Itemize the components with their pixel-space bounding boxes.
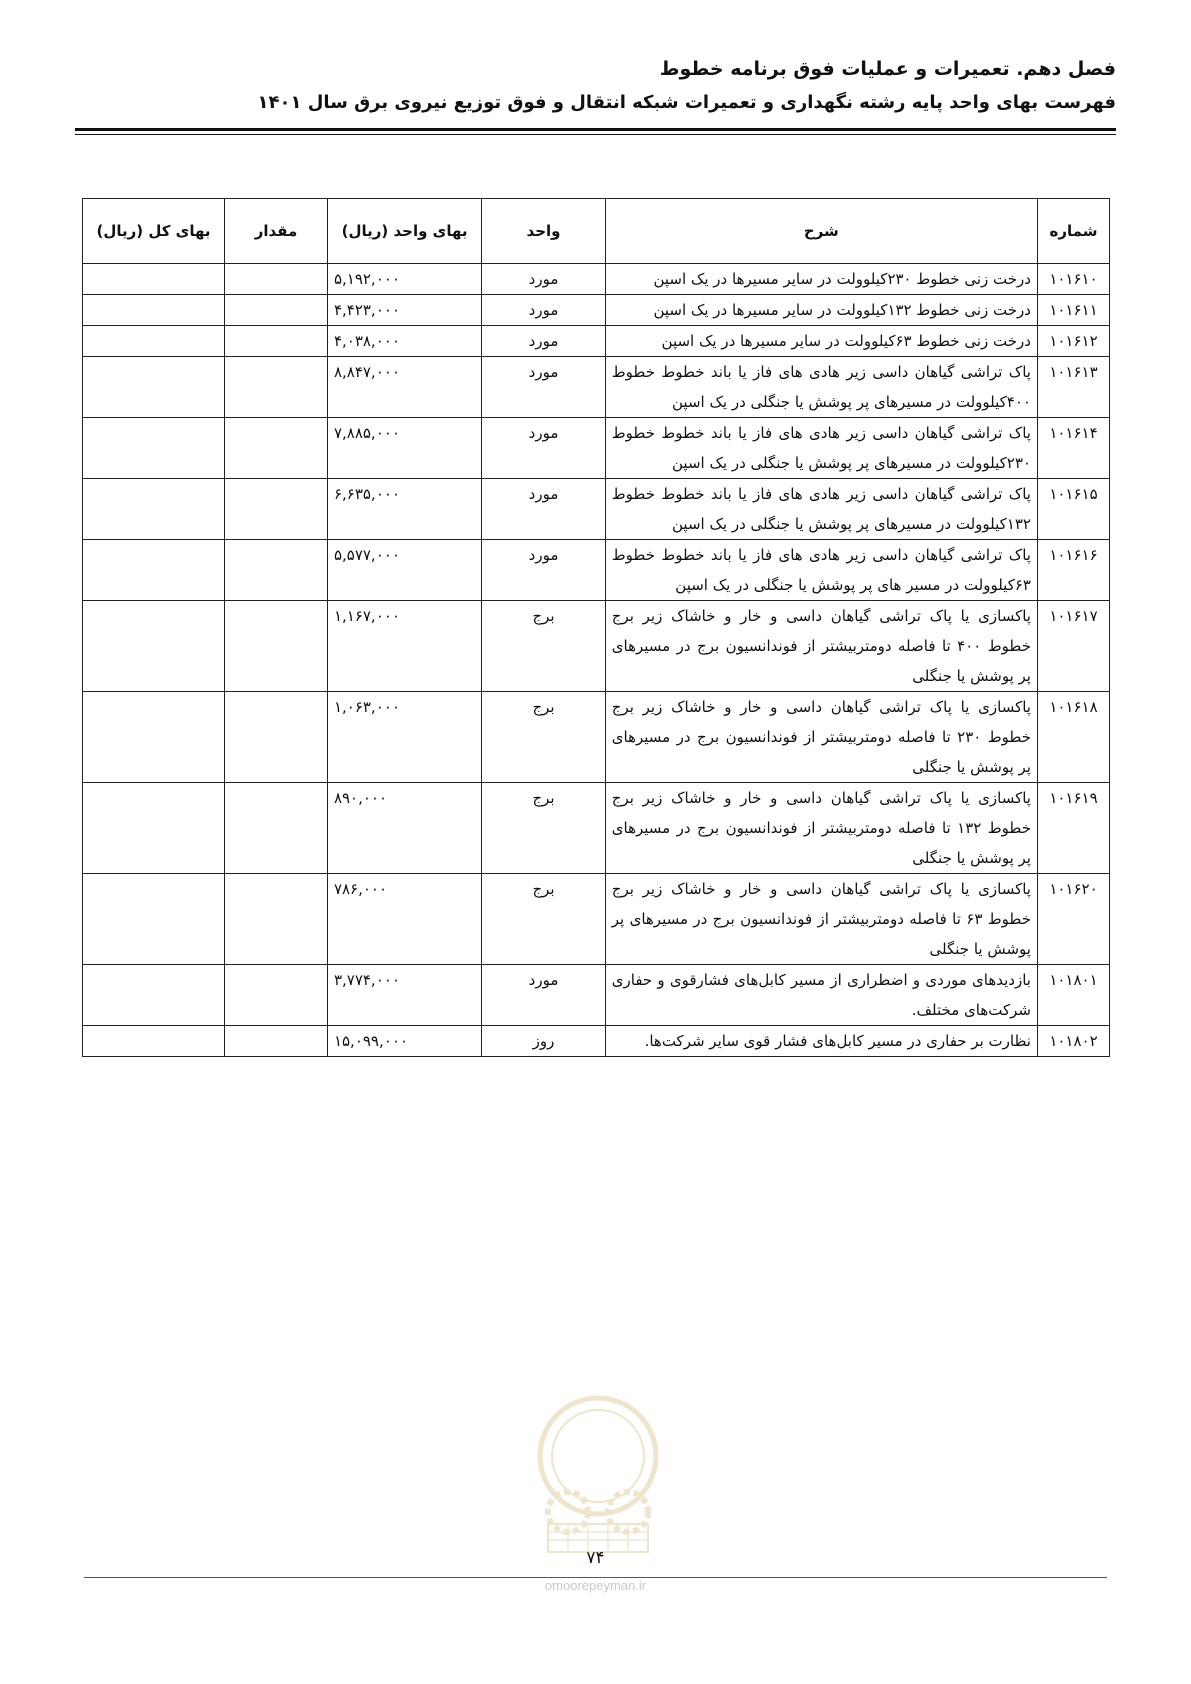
table-row: [83, 479, 1110, 540]
cell-unit-price: ۱,۱۶۷,۰۰۰: [327, 601, 481, 692]
cell-total-price: [83, 418, 225, 479]
cell-unit-price: ۳,۷۷۴,۰۰۰: [327, 965, 481, 1026]
cell-code: ۱۰۱۶۱۲: [1037, 326, 1109, 357]
watermark-logo-icon: [508, 1394, 688, 1554]
col-header-unit-price: بهای واحد (ریال): [327, 199, 481, 264]
col-header-description: شرح: [605, 199, 1037, 264]
cell-description: درخت زنی خطوط ۲۳۰کیلوولت در سایر مسیرها در یک اسپن: [605, 264, 1037, 295]
cell-total-price: [83, 357, 225, 418]
cell-quantity: [225, 295, 328, 326]
cell-unit-price: ۷,۸۸۵,۰۰۰: [327, 418, 481, 479]
cell-total-price: [83, 326, 225, 357]
col-header-quantity: مقدار: [225, 199, 328, 264]
cell-code: ۱۰۱۶۱۱: [1037, 295, 1109, 326]
cell-total-price: [83, 874, 225, 965]
cell-unit: برج: [482, 692, 605, 783]
table-row: [83, 418, 1110, 479]
cell-quantity: [225, 357, 328, 418]
cell-unit: برج: [482, 601, 605, 692]
cell-unit-price: ۶,۶۳۵,۰۰۰: [327, 479, 481, 540]
cell-code: ۱۰۱۶۱۶: [1037, 540, 1109, 601]
cell-unit-price: ۷۸۶,۰۰۰: [327, 874, 481, 965]
cell-unit-price: ۱۵,۰۹۹,۰۰۰: [327, 1026, 481, 1057]
cell-description: درخت زنی خطوط ۱۳۲کیلوولت در سایر مسیرها در یک اسپن: [605, 295, 1037, 326]
table-row: [83, 783, 1110, 874]
cell-unit: روز: [482, 1026, 605, 1057]
cell-total-price: [83, 540, 225, 601]
table-row: [83, 1026, 1110, 1057]
cell-unit-price: ۴,۰۳۸,۰۰۰: [327, 326, 481, 357]
header-rule-thin: [75, 134, 1116, 135]
cell-description: پاکسازی یا پاک تراشی گیاهان داسی و خار و خاشاک زیر برج خطوط ۲۳۰ تا فاصله دومتربیشتر از فوندانسیون برج در مسیرهای پر پوشش یا جنگلی: [605, 692, 1037, 783]
cell-quantity: [225, 418, 328, 479]
cell-total-price: [83, 692, 225, 783]
cell-unit: مورد: [482, 264, 605, 295]
cell-total-price: [83, 264, 225, 295]
cell-quantity: [225, 965, 328, 1026]
table-row: [83, 601, 1110, 692]
cell-description: پاک تراشی گیاهان داسی زیر هادی های فاز یا باند خطوط خطوط ۲۳۰کیلوولت در مسیرهای پر پوشش یا جنگلی در یک اسپن: [605, 418, 1037, 479]
cell-description: بازدیدهای موردی و اضطراری از مسیر کابل‌های فشارقوی و حفاری شرکت‌های مختلف.: [605, 965, 1037, 1026]
watermark-text: omoorepeyman.ir: [544, 1578, 647, 1593]
table-row: [83, 540, 1110, 601]
cell-unit: مورد: [482, 326, 605, 357]
cell-total-price: [83, 601, 225, 692]
cell-unit-price: ۱,۰۶۳,۰۰۰: [327, 692, 481, 783]
cell-quantity: [225, 783, 328, 874]
table-header-row: [83, 199, 1110, 264]
table-row: [83, 295, 1110, 326]
cell-quantity: [225, 326, 328, 357]
cell-quantity: [225, 1026, 328, 1057]
cell-code: ۱۰۱۶۱۹: [1037, 783, 1109, 874]
table-row: [83, 874, 1110, 965]
cell-unit-price: ۵,۱۹۲,۰۰۰: [327, 264, 481, 295]
cell-unit: مورد: [482, 418, 605, 479]
cell-total-price: [83, 1026, 225, 1057]
table-row: [83, 692, 1110, 783]
cell-description: پاک تراشی گیاهان داسی زیر هادی های فاز یا باند خطوط خطوط ۱۳۲کیلوولت در مسیرهای پر پوشش یا جنگلی در یک اسپن: [605, 479, 1037, 540]
cell-quantity: [225, 479, 328, 540]
cell-description: پاکسازی یا پاک تراشی گیاهان داسی و خار و خاشاک زیر برج خطوط ۶۳ تا فاصله دومتربیشتر از فوندانسیون برج در مسیرهای پر پوشش یا جنگلی: [605, 874, 1037, 965]
cell-quantity: [225, 874, 328, 965]
chapter-title: فصل دهم. تعمیرات و عملیات فوق برنامه خطوط: [659, 58, 1116, 80]
cell-quantity: [225, 264, 328, 295]
cell-code: ۱۰۱۶۲۰: [1037, 874, 1109, 965]
cell-unit-price: ۴,۴۲۳,۰۰۰: [327, 295, 481, 326]
col-header-code: شماره: [1037, 199, 1109, 264]
table-row: [83, 264, 1110, 295]
cell-total-price: [83, 783, 225, 874]
cell-code: ۱۰۱۶۱۴: [1037, 418, 1109, 479]
cell-code: ۱۰۱۶۱۵: [1037, 479, 1109, 540]
cell-quantity: [225, 692, 328, 783]
cell-unit: برج: [482, 783, 605, 874]
cell-unit: مورد: [482, 295, 605, 326]
cell-quantity: [225, 601, 328, 692]
cell-unit: برج: [482, 874, 605, 965]
cell-quantity: [225, 540, 328, 601]
cell-description: پاک تراشی گیاهان داسی زیر هادی های فاز یا باند خطوط خطوط ۴۰۰کیلوولت در مسیرهای پر پوشش یا جنگلی در یک اسپن: [605, 357, 1037, 418]
cell-code: ۱۰۱۸۰۲: [1037, 1026, 1109, 1057]
cell-unit: مورد: [482, 540, 605, 601]
cell-unit-price: ۸۹۰,۰۰۰: [327, 783, 481, 874]
header-rule-thick: [75, 128, 1116, 131]
cell-description: پاکسازی یا پاک تراشی گیاهان داسی و خار و خاشاک زیر برج خطوط ۱۳۲ تا فاصله دومتربیشتر از فوندانسیون برج در مسیرهای پر پوشش یا جنگلی: [605, 783, 1037, 874]
cell-unit-price: ۵,۵۷۷,۰۰۰: [327, 540, 481, 601]
cell-description: پاکسازی یا پاک تراشی گیاهان داسی و خار و خاشاک زیر برج خطوط ۴۰۰ تا فاصله دومتربیشتر از فوندانسیون برج در مسیرهای پر پوشش یا جنگلی: [605, 601, 1037, 692]
col-header-total-price: بهای کل (ریال): [83, 199, 225, 264]
page-header: [75, 52, 1116, 120]
table-row: [83, 326, 1110, 357]
cell-unit-price: ۸,۸۴۷,۰۰۰: [327, 357, 481, 418]
cell-total-price: [83, 479, 225, 540]
cell-code: ۱۰۱۶۱۸: [1037, 692, 1109, 783]
cell-code: ۱۰۱۶۱۳: [1037, 357, 1109, 418]
cell-unit: مورد: [482, 479, 605, 540]
cell-total-price: [83, 295, 225, 326]
col-header-unit: واحد: [482, 199, 605, 264]
cell-unit: مورد: [482, 965, 605, 1026]
document-subtitle: فهرست بهای واحد پایه رشته نگهداری و تعمیرات شبکه انتقال و فوق توزیع نیروی برق سال ۱۴۰۱: [257, 92, 1116, 113]
cell-description: درخت زنی خطوط ۶۳کیلوولت در سایر مسیرها در یک اسپن: [605, 326, 1037, 357]
cell-total-price: [83, 965, 225, 1026]
cell-unit: مورد: [482, 357, 605, 418]
table-row: [83, 965, 1110, 1026]
cell-description: نظارت بر حفاری در مسیر کابل‌های فشار قوی سایر شرکت‌ها.: [605, 1026, 1037, 1057]
page-number: ۷۴: [586, 1548, 605, 1568]
cell-code: ۱۰۱۶۱۷: [1037, 601, 1109, 692]
cell-code: ۱۰۱۶۱۰: [1037, 264, 1109, 295]
cell-description: پاک تراشی گیاهان داسی زیر هادی های فاز یا باند خطوط خطوط ۶۳کیلوولت در مسیر های پر پوشش یا جنگلی در یک اسپن: [605, 540, 1037, 601]
cell-code: ۱۰۱۸۰۱: [1037, 965, 1109, 1026]
table-row: [83, 357, 1110, 418]
price-table: [82, 198, 1110, 1057]
